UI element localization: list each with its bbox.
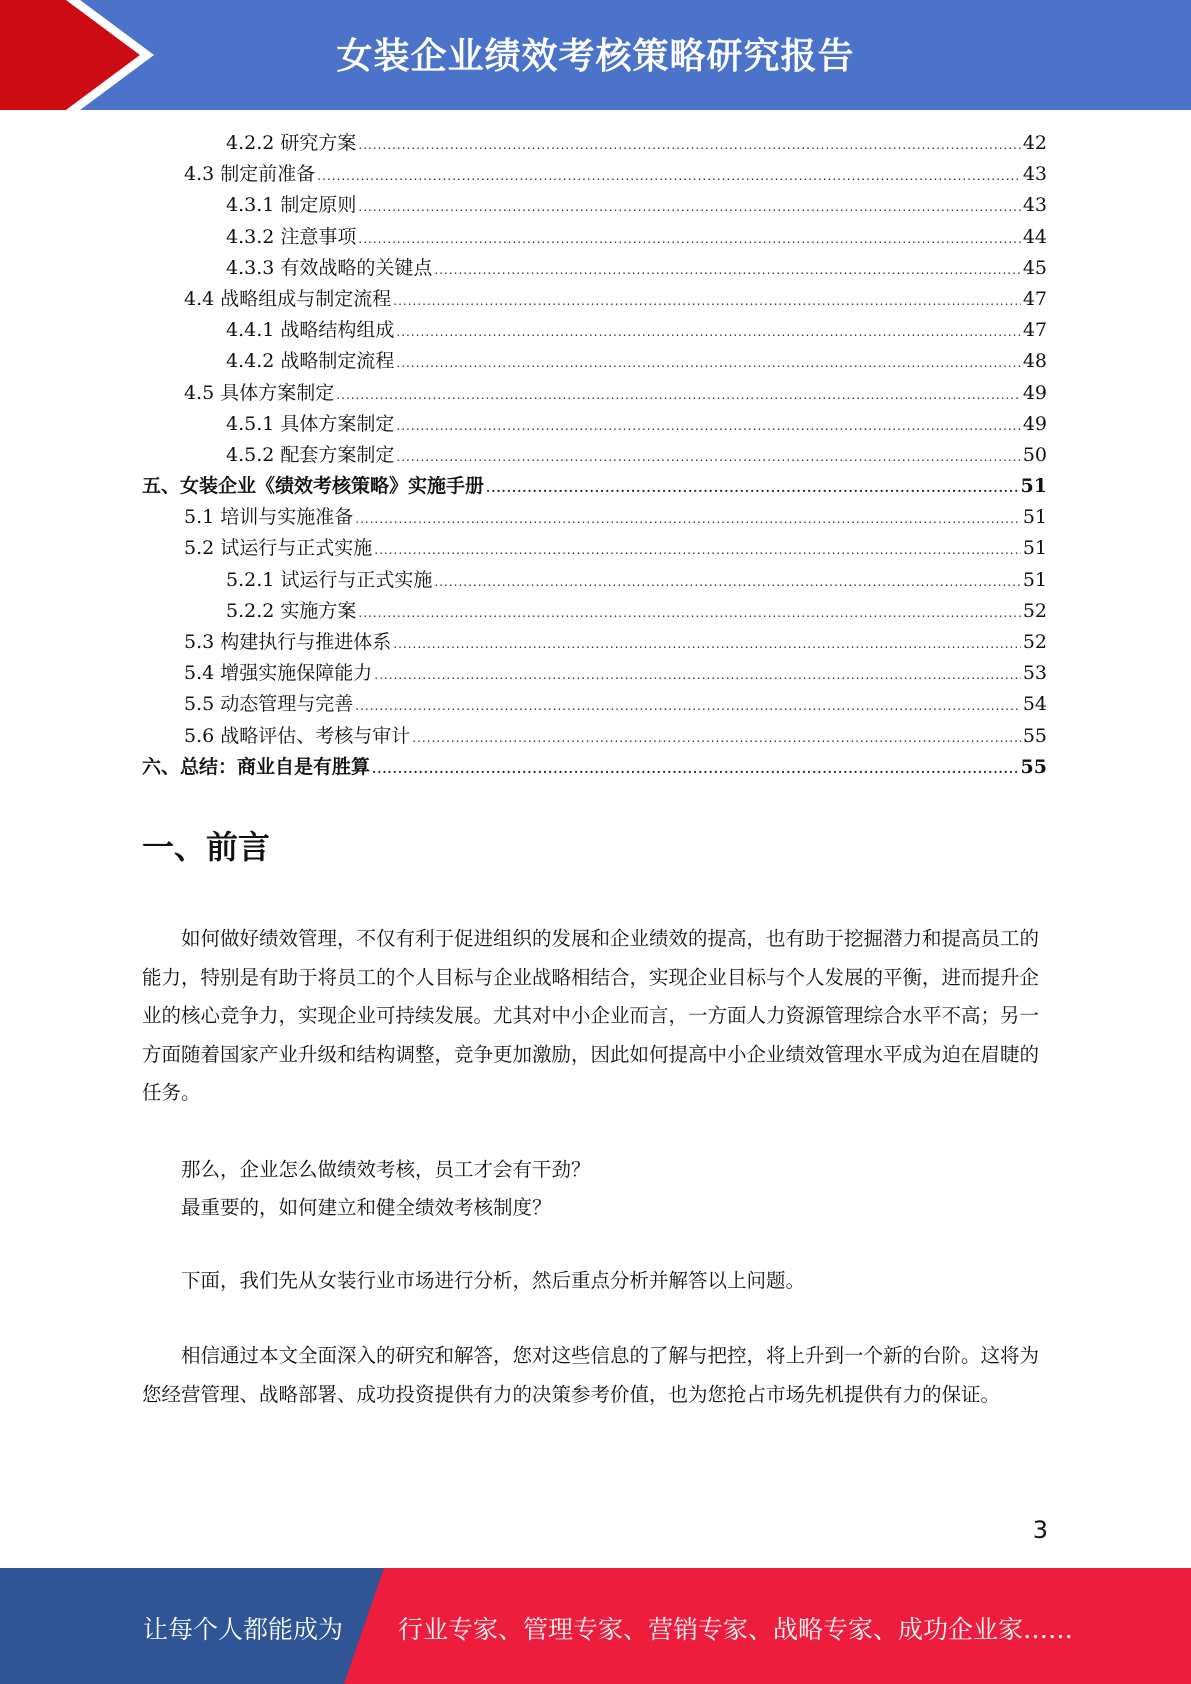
closing-paragraph: 相信通过本文全面深入的研究和解答，您对这些信息的了解与把控，将上升到一个新的台阶。这将为您经营管理、战略部署、成功投资提供有力的决策参考价值，也为您抢占市场先机提供有力的保证。 bbox=[142, 1344, 1040, 1406]
toc-entry[interactable] bbox=[142, 128, 1047, 159]
toc-entry-page: 52 bbox=[1022, 599, 1047, 622]
toc-dot-leader bbox=[396, 411, 1020, 442]
toc-entry-label: 5.3 构建执行与推进体系 bbox=[184, 631, 392, 653]
toc-dot-leader bbox=[396, 317, 1020, 348]
footer-slogan-right: 行业专家、管理专家、营销专家、战略专家、成功企业家…… bbox=[398, 1615, 1074, 1644]
toc-entry-page: 51 bbox=[1020, 475, 1047, 498]
toc-entry-page: 45 bbox=[1022, 256, 1047, 279]
toc-entry-label: 5.6 战略评估、考核与审计 bbox=[184, 724, 411, 747]
toc-dot-leader bbox=[374, 660, 1021, 691]
toc-dot-leader bbox=[393, 629, 1021, 660]
toc-entry-label: 4.4.1 战略结构组成 bbox=[226, 319, 395, 342]
toc-dot-leader bbox=[396, 442, 1020, 473]
toc-entry[interactable] bbox=[142, 627, 1047, 658]
toc-entry-label: 4.5 具体方案制定 bbox=[184, 381, 335, 404]
toc-entry[interactable] bbox=[142, 253, 1047, 284]
toc-dot-leader bbox=[393, 286, 1021, 317]
toc-dot-leader bbox=[336, 380, 1021, 411]
table-of-contents bbox=[142, 128, 1047, 783]
toc-entry-label: 4.3.3 有效战略的关键点 bbox=[226, 256, 433, 279]
toc-dot-leader bbox=[358, 192, 1020, 223]
section-title: 一、前言 bbox=[142, 828, 271, 866]
toc-dot-leader bbox=[396, 348, 1020, 379]
footer-slogan-left: 让每个人都能成为 bbox=[143, 1615, 344, 1644]
toc-dot-leader bbox=[358, 130, 1020, 161]
toc-entry[interactable] bbox=[142, 440, 1047, 471]
question-line-2: 最重要的，如何建立和健全绩效考核制度？ bbox=[181, 1196, 552, 1219]
toc-entry-page: 47 bbox=[1022, 287, 1047, 310]
page-number: 3 bbox=[1032, 1516, 1048, 1544]
toc-entry-label: 4.4 战略组成与制定流程 bbox=[184, 287, 392, 310]
toc-entry-label: 五、女装企业《绩效考核策略》实施手册 bbox=[142, 475, 485, 498]
toc-entry-page: 47 bbox=[1022, 319, 1047, 342]
intro-paragraph: 如何做好绩效管理，不仅有利于促进组织的发展和企业绩效的提高，也有助于挖掘潜力和提高员工的能力，特别是有助于将员工的个人目标与企业战略相结合，实现企业目标与个人发展的平衡，进而提升企业的核心竞争力，实现企业可持续发展。尤其对中小企业而言，一方面人力资源管理综合水平不高；另一方面随着国家产业升级和结构调整，竞争更加激励，因此如何提高中小企业绩效管理水平成为迫在眉睫的任务。 bbox=[142, 927, 1040, 1104]
toc-entry-label: 六、总结：商业自是有胜算 bbox=[142, 755, 371, 778]
toc-dot-leader bbox=[355, 504, 1021, 535]
toc-dot-leader bbox=[372, 754, 1019, 785]
toc-entry[interactable] bbox=[142, 346, 1047, 377]
toc-entry-label: 5.2 试运行与正式实施 bbox=[184, 537, 373, 560]
toc-entry-page: 52 bbox=[1022, 631, 1047, 653]
toc-entry[interactable] bbox=[142, 565, 1047, 596]
toc-entry-label: 4.5.2 配套方案制定 bbox=[226, 443, 395, 466]
toc-entry[interactable] bbox=[142, 284, 1047, 315]
toc-entry-label: 5.1 培训与实施准备 bbox=[184, 506, 354, 529]
toc-entry[interactable] bbox=[142, 378, 1047, 409]
toc-entry-page: 51 bbox=[1022, 537, 1047, 560]
toc-entry[interactable] bbox=[142, 689, 1047, 720]
toc-entry-page: 43 bbox=[1022, 194, 1047, 217]
toc-entry-page: 42 bbox=[1022, 132, 1047, 154]
toc-dot-leader bbox=[434, 255, 1020, 286]
toc-dot-leader bbox=[355, 691, 1021, 722]
toc-entry-label: 4.3 制定前准备 bbox=[184, 163, 316, 186]
toc-entry[interactable] bbox=[142, 721, 1047, 752]
toc-entry-page: 53 bbox=[1022, 662, 1047, 685]
toc-entry-label: 4.2.2 研究方案 bbox=[226, 132, 357, 154]
toc-entry-page: 54 bbox=[1022, 693, 1047, 716]
toc-entry[interactable] bbox=[142, 502, 1047, 533]
toc-entry-page: 55 bbox=[1022, 724, 1047, 747]
toc-entry[interactable] bbox=[142, 222, 1047, 253]
toc-dot-leader bbox=[317, 161, 1021, 192]
toc-entry[interactable] bbox=[142, 471, 1047, 502]
toc-dot-leader bbox=[486, 473, 1019, 504]
toc-entry-page: 51 bbox=[1022, 506, 1047, 529]
toc-entry-label: 5.2.2 实施方案 bbox=[226, 599, 357, 622]
toc-dot-leader bbox=[358, 224, 1020, 255]
toc-entry-label: 5.4 增强实施保障能力 bbox=[184, 662, 373, 685]
toc-entry-page: 49 bbox=[1022, 412, 1047, 435]
toc-dot-leader bbox=[412, 723, 1021, 754]
toc-entry[interactable] bbox=[142, 315, 1047, 346]
toc-entry[interactable] bbox=[142, 658, 1047, 689]
toc-entry[interactable] bbox=[142, 190, 1047, 221]
toc-entry-page: 48 bbox=[1022, 350, 1047, 373]
toc-entry-label: 4.3.2 注意事项 bbox=[226, 225, 357, 248]
toc-entry[interactable] bbox=[142, 159, 1047, 190]
toc-entry-label: 4.4.2 战略制定流程 bbox=[226, 350, 395, 373]
toc-entry-label: 4.5.1 具体方案制定 bbox=[226, 412, 395, 435]
header-title: 女装企业绩效考核策略研究报告 bbox=[336, 36, 855, 77]
toc-entry-page: 55 bbox=[1020, 755, 1047, 778]
toc-entry-page: 50 bbox=[1022, 443, 1047, 466]
toc-entry-page: 49 bbox=[1022, 381, 1047, 404]
analysis-line: 下面，我们先从女装行业市场进行分析，然后重点分析并解答以上问题。 bbox=[181, 1269, 806, 1292]
toc-entry-page: 44 bbox=[1022, 225, 1047, 248]
page-footer bbox=[0, 1568, 1191, 1684]
toc-entry[interactable] bbox=[142, 596, 1047, 627]
toc-entry-label: 5.2.1 试运行与正式实施 bbox=[226, 568, 433, 591]
toc-entry-label: 5.5 动态管理与完善 bbox=[184, 693, 354, 716]
toc-entry-page: 51 bbox=[1022, 568, 1047, 591]
page-header bbox=[0, 0, 1191, 110]
toc-dot-leader bbox=[434, 567, 1020, 598]
toc-dot-leader bbox=[374, 535, 1021, 566]
toc-entry-page: 43 bbox=[1022, 163, 1047, 186]
toc-entry[interactable] bbox=[142, 752, 1047, 783]
toc-entry-label: 4.3.1 制定原则 bbox=[226, 194, 357, 217]
toc-entry[interactable] bbox=[142, 409, 1047, 440]
question-line-1: 那么，企业怎么做绩效考核，员工才会有干劲？ bbox=[181, 1158, 591, 1181]
toc-entry[interactable] bbox=[142, 533, 1047, 564]
toc-dot-leader bbox=[358, 598, 1020, 629]
